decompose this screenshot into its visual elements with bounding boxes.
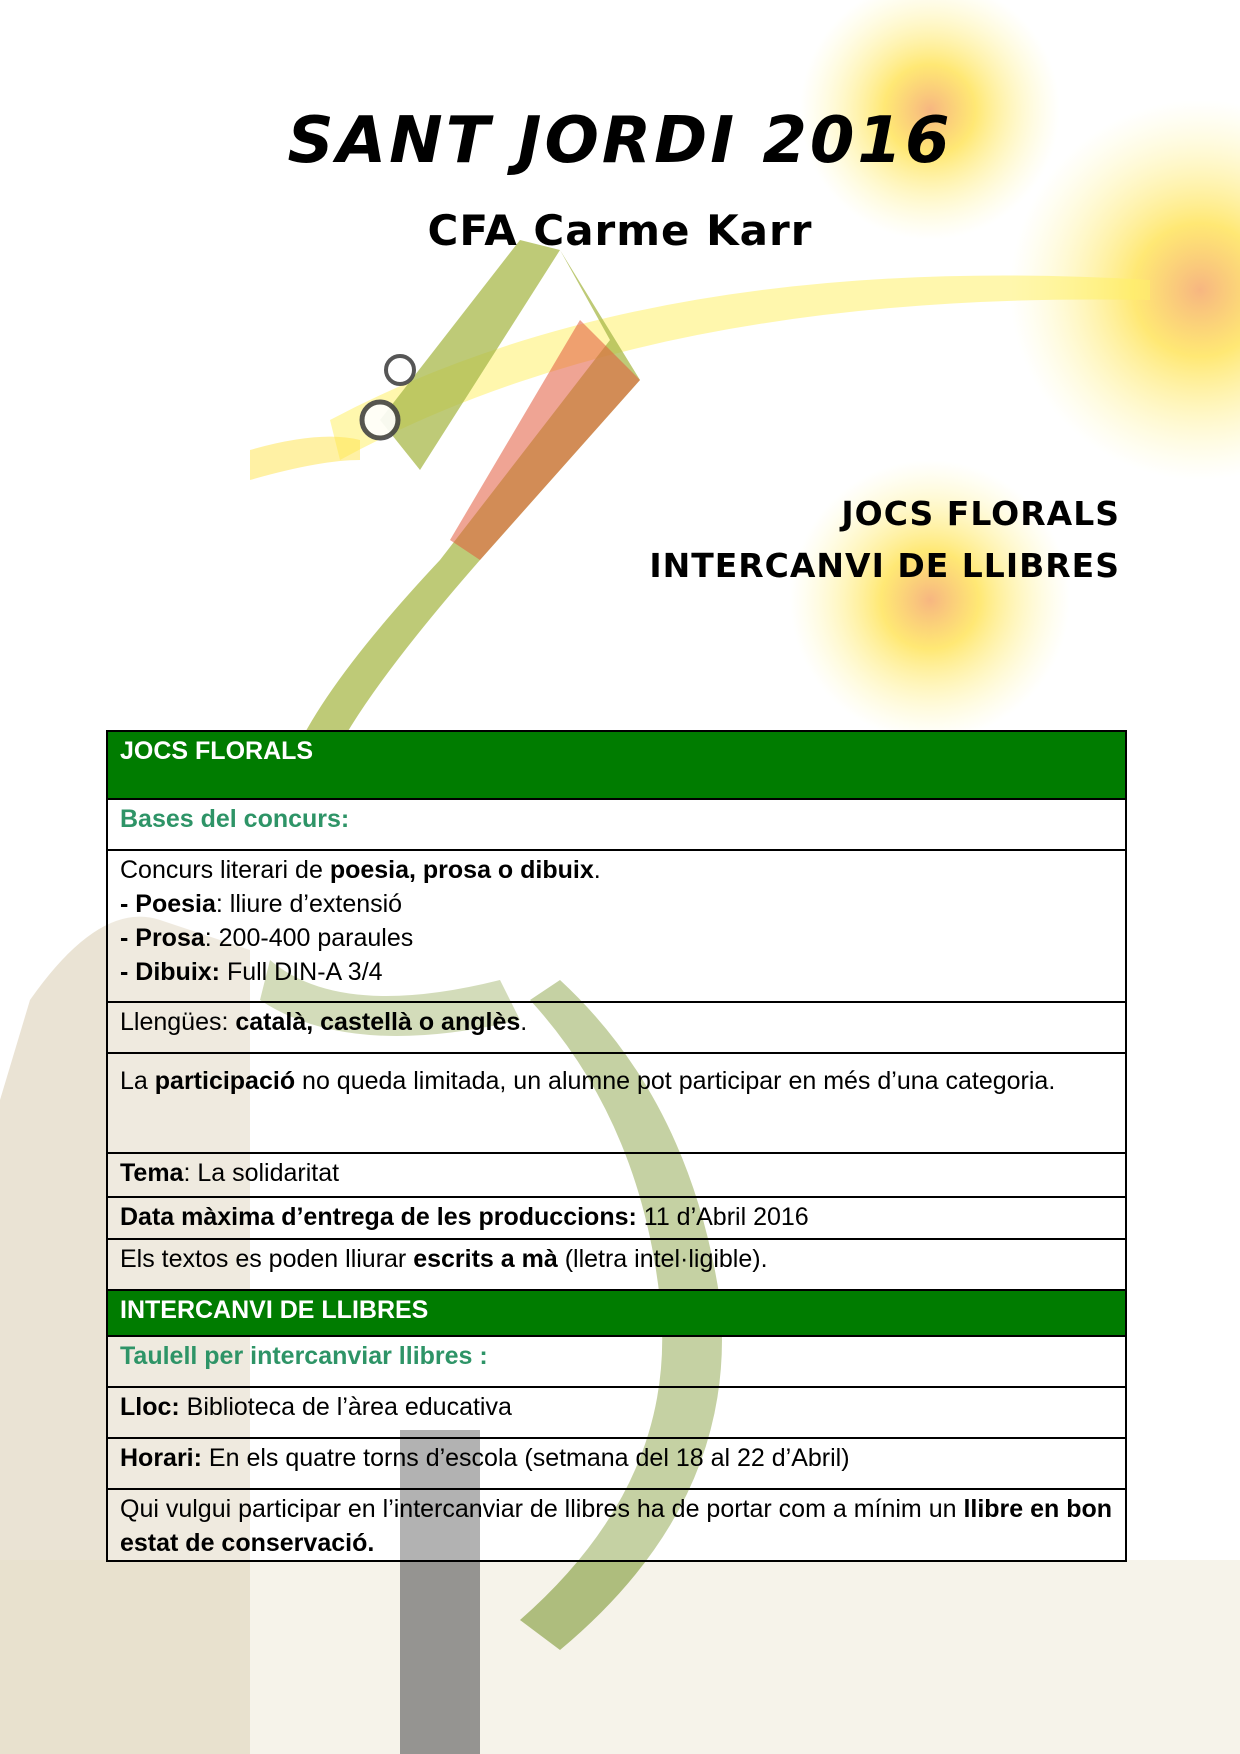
table-row: [107, 1489, 1126, 1561]
table-row: [107, 1002, 1126, 1053]
event-headings: [649, 488, 1120, 592]
cell-participacio: La participació no queda limitada, un alumne pot participar en més d’una categoria.: [107, 1053, 1126, 1153]
heading-intercanvi-llibres: INTERCANVI DE LLIBRES: [649, 546, 1120, 585]
section-header-row: [107, 1290, 1126, 1336]
subheading-taulell: Taulell per intercanviar llibres :: [107, 1336, 1126, 1387]
table-row: [107, 1197, 1126, 1239]
section-header-jocs-florals: JOCS FLORALS: [107, 731, 1126, 799]
table-row: [107, 1053, 1126, 1153]
table-row: [107, 1153, 1126, 1197]
cell-lloc: Lloc: Biblioteca de l’àrea educativa: [107, 1387, 1126, 1438]
table-row: [107, 850, 1126, 1002]
cell-tema: Tema: La solidaritat: [107, 1153, 1126, 1197]
subheading-bases: Bases del concurs:: [107, 799, 1126, 850]
section-header-intercanvi: INTERCANVI DE LLIBRES: [107, 1290, 1126, 1336]
heading-jocs-florals: JOCS FLORALS: [841, 494, 1120, 533]
page-title: SANT JORDI 2016: [287, 104, 953, 178]
cell-concurs: Concurs literari de poesia, prosa o dibuix. - Poesia: lliure d’extensió - Prosa: 200-400 paraules - Dibuix: Full DIN-A 3/4: [107, 850, 1126, 1002]
cell-textos: Els textos es poden lliurar escrits a mà (lletra intel·ligible).: [107, 1239, 1126, 1290]
table-row: [107, 1438, 1126, 1489]
page-subtitle: CFA Carme Karr: [427, 206, 813, 255]
section-header-row: [107, 731, 1126, 799]
table-row: [107, 1239, 1126, 1290]
info-table: [106, 730, 1127, 1562]
table-row: [107, 1387, 1126, 1438]
cell-horari: Horari: En els quatre torns d’escola (setmana del 18 al 22 d’Abril): [107, 1438, 1126, 1489]
cell-llengues: Llengües: català, castellà o anglès.: [107, 1002, 1126, 1053]
cell-data-entrega: Data màxima d’entrega de les produccions: 11 d’Abril 2016: [107, 1197, 1126, 1239]
cell-requisit: Qui vulgui participar en l’intercanviar de llibres ha de portar com a mínim un llibre en bon estat de conservació.: [107, 1489, 1126, 1561]
